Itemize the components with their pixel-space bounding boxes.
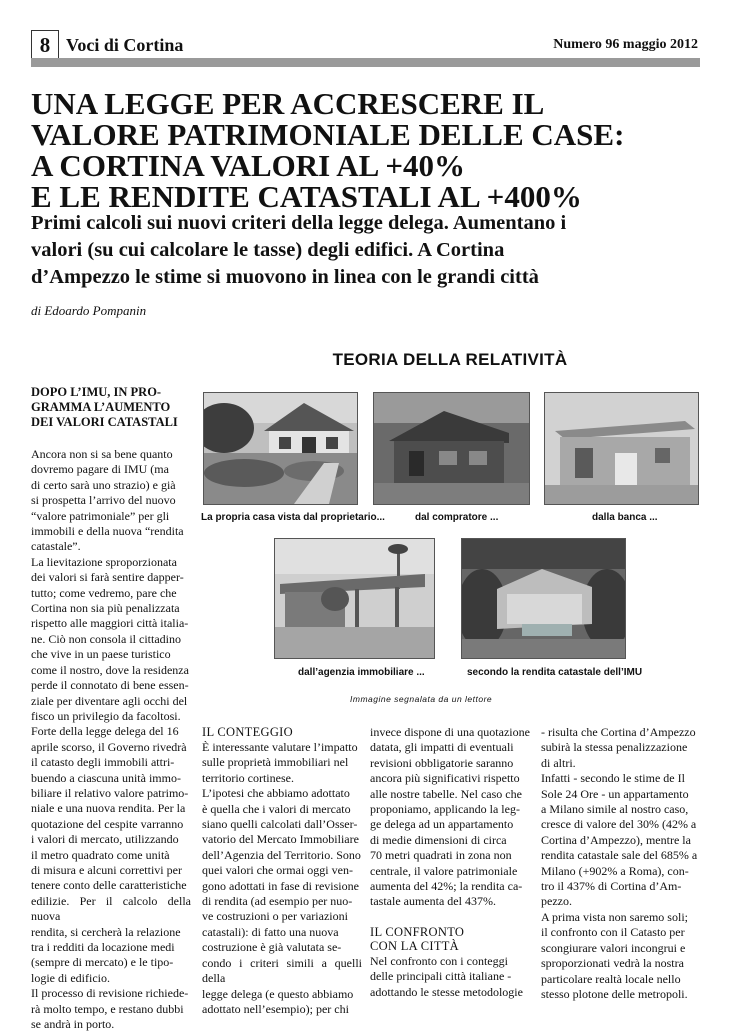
text-line: tastale aumenta del 437%. <box>370 894 496 909</box>
text-line: stesso plotone delle metropoli. <box>541 986 688 1001</box>
text-line: catastali): di fatto una nuova <box>202 924 339 939</box>
photo-bank-view <box>544 392 699 505</box>
text-line: legge delega (e questo abbiamo <box>202 986 354 1001</box>
section-heading-line: GRAMMA L’AUMENTO <box>31 400 171 414</box>
text-line: sulle proprietà immobiliari nel <box>202 755 349 770</box>
text-line: tra i redditi da locazione medi <box>31 940 175 954</box>
text-line: rendita catastale sale del 685% a <box>541 848 698 863</box>
photo-buyer-view <box>373 392 530 505</box>
text-line: rendita, si cercherà la relazione <box>31 924 181 939</box>
text-line: 70 metri quadrati in zona non <box>370 848 512 863</box>
article-subheadline <box>31 210 711 291</box>
text-line: Infatti - secondo le stime de Il <box>541 771 685 786</box>
text-line: A prima vista non saremo soli; <box>541 909 688 924</box>
text-line: sproporzionati vedrà la nostra <box>541 956 684 971</box>
text-line: se andrà in porto. <box>31 1017 115 1032</box>
text-line: Ancora non si sa bene quanto <box>31 447 173 461</box>
text-line: - risulta che Cortina d’Ampezzo <box>541 725 696 739</box>
text-line: È interessante valutare l’impatto <box>202 740 358 754</box>
section-heading-conteggio: IL CONTEGGIO <box>202 725 293 739</box>
text-line: invece dispone di una quotazione <box>370 725 530 739</box>
text-line: ge delega ad un appartamento <box>370 817 514 832</box>
text-line: Forte della legge delega del 16 <box>31 724 179 739</box>
text-line: Milano (+902% a Roma), con- <box>541 863 689 878</box>
text-line: che vive in un paese turistico <box>31 647 171 662</box>
section-heading-confronto <box>370 925 530 953</box>
text-line: subirà la stessa penalizzazione <box>541 740 688 755</box>
text-line: dell’Agenzia del Territorio. Sono <box>202 847 361 862</box>
text-line: gono adottati in fase di revisione <box>202 878 359 893</box>
text-line: immobili e della nuova “rendita <box>31 524 184 539</box>
text-line: edilizie. Per il calcolo della nuova <box>31 893 191 924</box>
text-line: i valori di mercato, utilizzando <box>31 832 179 847</box>
section-heading-line: DEI VALORI CATASTALI <box>31 415 178 429</box>
section-heading-line: IL CONFRONTO <box>370 924 465 939</box>
caption-agency: dall’agenzia immobiliare ... <box>298 667 425 678</box>
text-line: “valore patrimoniale” per gli <box>31 508 170 523</box>
text-line: pezzo. <box>541 894 572 909</box>
text-line: condo i criteri simili a quelli della <box>202 955 362 986</box>
section-heading-line: CON LA CITTÀ <box>370 938 460 953</box>
text-line: proponiamo, applicando la leg- <box>370 802 520 817</box>
text-line: adottando le stesse metodologie <box>370 984 523 999</box>
text-line: quei valori che ormai oggi ven- <box>202 863 353 878</box>
text-line: revisioni obbligatorie saranno <box>370 755 514 770</box>
text-line: biliare il relativo valore patrimo- <box>31 785 189 800</box>
text-line: rà molto tempo, e restano dubbi <box>31 1001 184 1016</box>
text-line: ancora più significativi rispetto <box>370 771 520 786</box>
text-line: a Milano simile al nostro caso, <box>541 802 689 817</box>
text-line: buendo a ciascuna unità immo- <box>31 770 181 785</box>
text-line: scongiurare valori incongrui e <box>541 940 686 955</box>
headline-line: UNA LEGGE PER ACCRESCERE IL <box>31 86 545 121</box>
text-line: Sole 24 Ore - un appartamento <box>541 786 689 801</box>
subhead-line: Primi calcoli sui nuovi criteri della legge delega. Aumentano i <box>31 212 567 234</box>
photo-credit: Immagine segnalata da un lettore <box>350 694 493 704</box>
caption-cadastral: secondo la rendita catastale dell’IMU <box>467 667 643 678</box>
text-line: datata, gli impatti di eventuali <box>370 740 514 755</box>
text-line: di misura e alcuni correttivi per <box>31 862 182 877</box>
text-line: logie di edificio. <box>31 970 110 985</box>
text-line: niale e una nuova rendita. Per la <box>31 801 186 816</box>
text-line: catastale”. <box>31 539 81 554</box>
text-line: come il nostro, dove la residenza <box>31 662 189 677</box>
subhead-line: valori (su cui calcolare le tasse) degli edifici. A Cortina <box>31 239 505 261</box>
text-line: rispetto alle maggiori città italia- <box>31 616 189 631</box>
publication-title: Voci di Cortina <box>66 35 184 55</box>
text-line: cresce di valore del 30% (42% a <box>541 817 697 832</box>
header-rule <box>31 58 700 67</box>
section-heading <box>31 385 191 430</box>
text-line: di certo sarà uno strazio) e già <box>31 477 176 492</box>
headline-line: VALORE PATRIMONIALE DELLE CASE: <box>31 117 625 152</box>
headline-line: A CORTINA VALORI AL +40% <box>31 148 466 183</box>
text-line: siano quelli calcolati dall’Osser- <box>202 817 358 832</box>
text-line: adottato nell’esempio); per chi <box>202 1001 349 1016</box>
headline-line: E LE RENDITE CATASTALI AL +400% <box>31 179 582 214</box>
text-line: il confronto con il Catasto per <box>541 925 685 940</box>
photo-cadastral-view <box>461 538 626 659</box>
article-column-2 <box>202 725 362 1017</box>
text-line: ziale per diventare agli occhi del <box>31 693 188 708</box>
article-column-3 <box>370 725 530 1000</box>
subhead-line: d’Ampezzo le stime si muovono in linea con le grandi città <box>31 266 539 288</box>
text-line: tro il 437% di Cortina d’Am- <box>541 879 682 894</box>
text-line: aumenta del 42%; la rendita ca- <box>370 879 523 894</box>
text-line: di medie dimensioni di circa <box>370 832 507 847</box>
byline: di Edoardo Pompanin <box>31 303 147 318</box>
text-line: quotazione del cespite varranno <box>31 816 184 831</box>
photo-owner-view <box>203 392 358 505</box>
caption-owner: La propria casa vista dal proprietario... <box>201 512 385 523</box>
text-line: dovremo pagare di IMU (ma <box>31 462 169 477</box>
issue-label: Numero 96 maggio 2012 <box>553 37 698 52</box>
text-line: di rendita (ad esempio per nuo- <box>202 894 353 909</box>
text-line: di altri. <box>541 755 576 770</box>
text-line: La lievitazione sproporzionata <box>31 554 177 569</box>
text-line: aprile scorso, il Governo rivedrà <box>31 739 187 754</box>
text-line: è quella che i valori di mercato <box>202 801 351 816</box>
text-line: tutto; come vedremo, pare che <box>31 585 177 600</box>
article-column-1 <box>31 447 191 1032</box>
text-line: (sempre di mercato) e le tipo- <box>31 955 174 970</box>
text-line: Cortina d’Ampezzo), mentre la <box>541 832 691 847</box>
article-headline <box>31 88 711 212</box>
text-line: si prospetta l’arrivo del nuovo <box>31 493 176 508</box>
text-line: ve costruzioni o per variazioni <box>202 909 348 924</box>
photo-agency-view <box>274 538 435 659</box>
page-number: 8 <box>31 30 59 60</box>
text-line: fisco un privilegio da facoltosi. <box>31 708 181 723</box>
caption-buyer: dal compratore ... <box>415 512 499 523</box>
text-line: Cortina non sia più penalizzata <box>31 601 180 616</box>
text-line: vatorio del Mercato Immobiliare <box>202 832 359 847</box>
text-line: L’ipotesi che abbiamo adottato <box>202 786 350 801</box>
text-line: delle principali città italiane - <box>370 969 512 984</box>
text-line: perde il connotato di bene essen- <box>31 678 189 693</box>
text-line: Il processo di revisione richiede- <box>31 986 189 1001</box>
text-line: dei valori si farà sentire dapper- <box>31 570 184 585</box>
text-line: alle nostre tabelle. Nel caso che <box>370 786 522 801</box>
caption-bank: dalla banca ... <box>592 512 658 523</box>
article-column-4 <box>541 725 701 1002</box>
text-line: territorio cortinese. <box>202 770 294 785</box>
text-line: Nel confronto con i conteggi <box>370 953 508 968</box>
text-line: particolare realtà locale nello <box>541 971 681 986</box>
text-line: centrale, il valore patrimoniale <box>370 863 518 878</box>
photo-feature-title: TEORIA DELLA RELATIVITÀ <box>332 350 568 369</box>
section-heading-line: DOPO L’IMU, IN PRO- <box>31 385 162 399</box>
text-line: tenere conto delle caratteristiche <box>31 878 187 893</box>
text-line: ne. Ciò non consola il cittadino <box>31 631 181 646</box>
text-line: il metro quadrato come unità <box>31 847 170 862</box>
text-line: il catasto degli immobili attri- <box>31 755 175 770</box>
text-line: costruzione è già valutata se- <box>202 940 342 955</box>
